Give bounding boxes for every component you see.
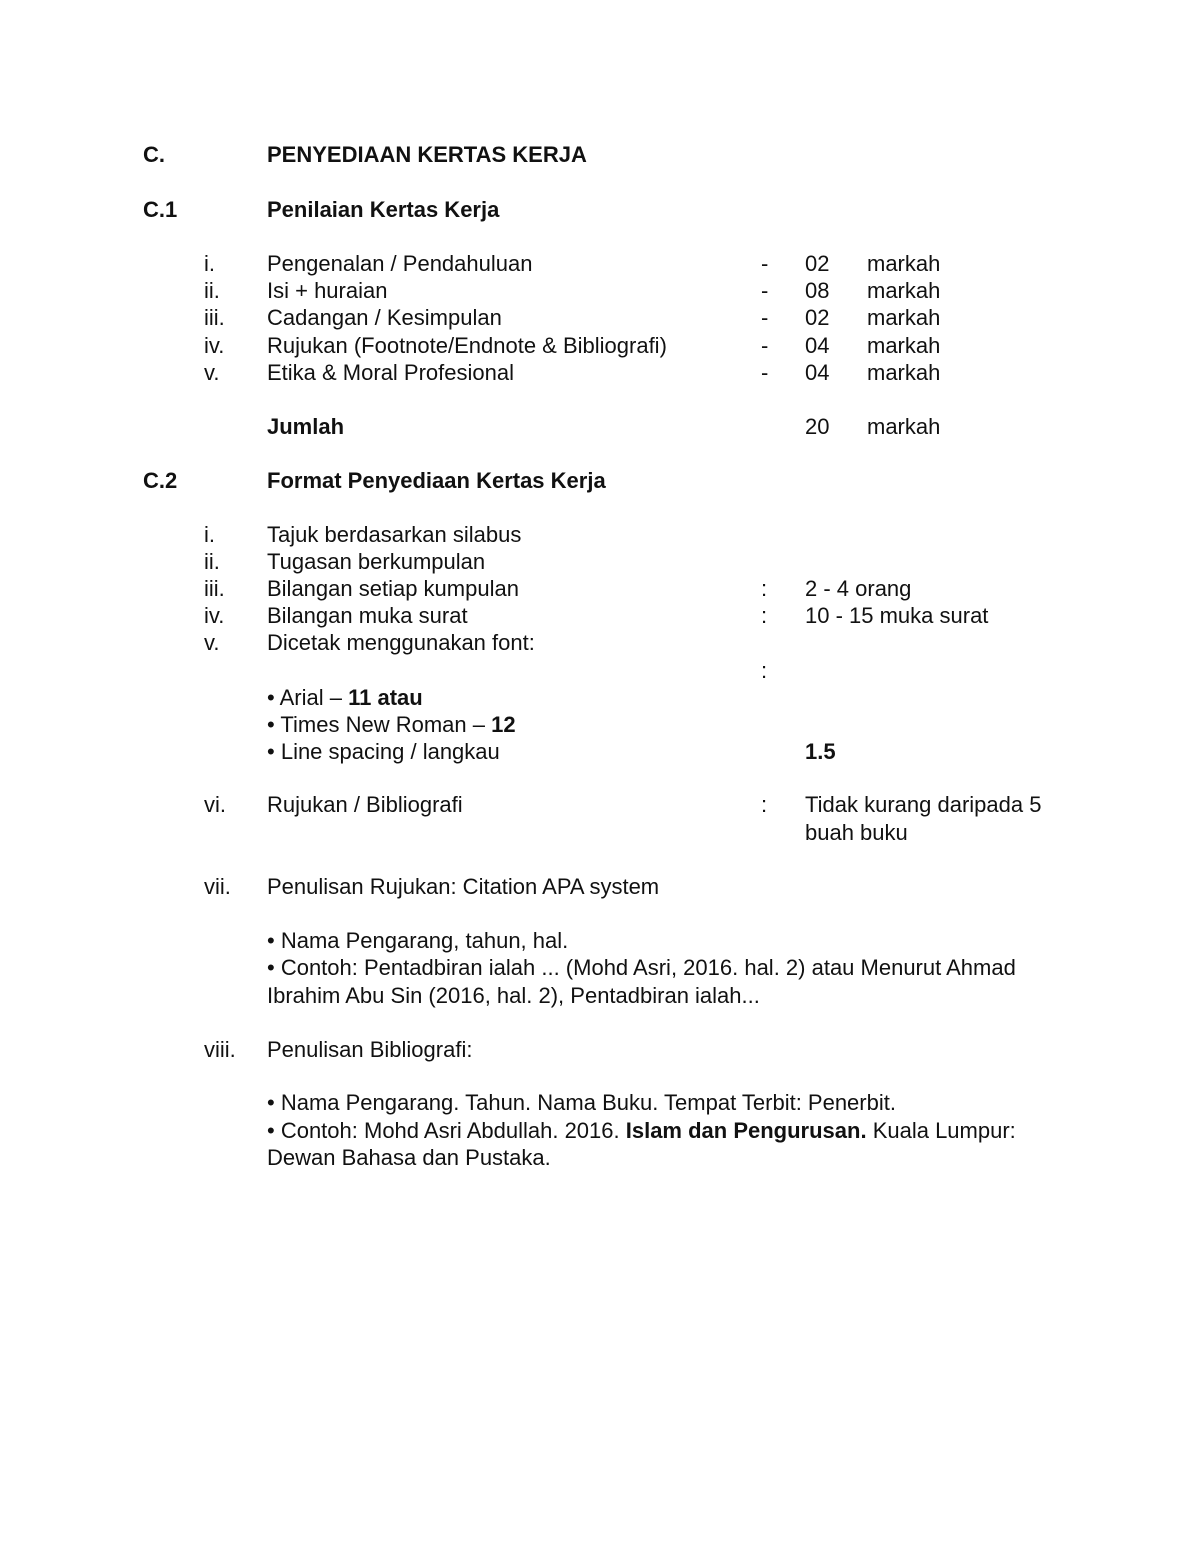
bullet: • bbox=[267, 712, 281, 737]
item-roman: vi. bbox=[204, 792, 226, 817]
section-number: C. bbox=[143, 142, 165, 167]
item-separator: : bbox=[761, 792, 768, 817]
item-text: Rujukan (Footnote/Endnote & Bibliografi) bbox=[267, 333, 667, 358]
bibliography-bullet bbox=[267, 1089, 896, 1117]
item-separator: - bbox=[761, 251, 769, 276]
item-separator: - bbox=[761, 305, 769, 330]
bullet-text: Line spacing / langkau bbox=[280, 739, 500, 764]
c1-number: C.1 bbox=[143, 197, 178, 222]
item-roman: iv. bbox=[204, 603, 225, 628]
item-score: 04 bbox=[805, 360, 830, 385]
c2-number: C.2 bbox=[143, 468, 178, 493]
item-text: Isi + huraian bbox=[267, 278, 388, 303]
bullet-text: Times New Roman – bbox=[280, 712, 492, 737]
bullet-size: 11 atau bbox=[348, 685, 423, 710]
total-score: 20 bbox=[805, 414, 830, 439]
item-roman: iv. bbox=[204, 333, 225, 358]
item-value: Tidak kurang daripada 5 bbox=[805, 792, 1042, 817]
citation-bullet bbox=[267, 927, 568, 955]
bullet: • bbox=[267, 685, 280, 710]
item-unit: markah bbox=[867, 251, 941, 276]
item-text: Tugasan berkumpulan bbox=[267, 549, 486, 574]
example-text: Kuala Lumpur: bbox=[866, 1118, 1016, 1143]
item-score: 02 bbox=[805, 251, 830, 276]
item-text: Tajuk berdasarkan silabus bbox=[267, 522, 522, 547]
line-spacing-value: 1.5 bbox=[805, 739, 836, 764]
book-title: Islam dan Pengurusan. bbox=[625, 1118, 867, 1143]
example-text: Pentadbiran ialah ... (Mohd Asri, 2016. hal. 2) atau Menurut Ahmad bbox=[364, 955, 1016, 980]
item-roman: i. bbox=[204, 522, 215, 547]
item-unit: markah bbox=[867, 305, 941, 330]
section-title: PENYEDIAAN KERTAS KERJA bbox=[267, 142, 587, 167]
example-text: Mohd Asri Abdullah. 2016. bbox=[364, 1118, 626, 1143]
item-roman: v. bbox=[204, 360, 220, 385]
bullet-text: Nama Pengarang, tahun, hal. bbox=[280, 928, 569, 953]
total-label: Jumlah bbox=[267, 414, 345, 439]
bibliography-example-continued: Dewan Bahasa dan Pustaka. bbox=[267, 1145, 551, 1170]
font-bullet bbox=[267, 738, 500, 766]
total-unit: markah bbox=[867, 414, 941, 439]
item-separator: : bbox=[761, 603, 768, 628]
item-value: 2 - 4 orang bbox=[805, 576, 912, 601]
bibliography-example bbox=[267, 1117, 1016, 1145]
item-value: 10 - 15 muka surat bbox=[805, 603, 989, 628]
item-unit: markah bbox=[867, 360, 941, 385]
item-separator: : bbox=[761, 658, 768, 683]
item-separator: - bbox=[761, 360, 769, 385]
citation-example-continued: Ibrahim Abu Sin (2016, hal. 2), Pentadbiran ialah... bbox=[267, 983, 760, 1008]
example-label: Contoh: bbox=[280, 1118, 364, 1143]
bullet: • bbox=[267, 1118, 281, 1143]
item-roman: ii. bbox=[204, 278, 220, 303]
item-unit: markah bbox=[867, 333, 941, 358]
item-text: Penulisan Bibliografi: bbox=[267, 1037, 473, 1062]
item-roman: iii. bbox=[204, 305, 225, 330]
item-separator: : bbox=[761, 576, 768, 601]
bullet: • bbox=[267, 1090, 281, 1115]
item-text: Rujukan / Bibliografi bbox=[267, 792, 463, 817]
bullet-text: Nama Pengarang. Tahun. Nama Buku. Tempat Terbit: Penerbit. bbox=[280, 1090, 896, 1115]
bullet-text: Arial – bbox=[279, 685, 349, 710]
font-bullet bbox=[267, 711, 516, 739]
c2-title: Format Penyediaan Kertas Kerja bbox=[267, 468, 606, 493]
item-separator: - bbox=[761, 333, 769, 358]
item-score: 04 bbox=[805, 333, 830, 358]
item-roman: v. bbox=[204, 630, 220, 655]
item-roman: vii. bbox=[204, 874, 231, 899]
item-text: Etika & Moral Profesional bbox=[267, 360, 514, 385]
bullet: • bbox=[267, 739, 281, 764]
item-text: Penulisan Rujukan: Citation APA system bbox=[267, 874, 660, 899]
item-unit: markah bbox=[867, 278, 941, 303]
item-text: Bilangan setiap kumpulan bbox=[267, 576, 519, 601]
bullet: • bbox=[267, 955, 281, 980]
item-text: Cadangan / Kesimpulan bbox=[267, 305, 502, 330]
item-score: 08 bbox=[805, 278, 830, 303]
item-roman: viii. bbox=[204, 1037, 236, 1062]
item-roman: i. bbox=[204, 251, 215, 276]
item-value-continued: buah buku bbox=[805, 820, 908, 845]
item-text: Dicetak menggunakan font: bbox=[267, 630, 535, 655]
example-label: Contoh: bbox=[280, 955, 364, 980]
item-separator: - bbox=[761, 278, 769, 303]
bullet: • bbox=[267, 928, 281, 953]
item-score: 02 bbox=[805, 305, 830, 330]
item-roman: iii. bbox=[204, 576, 225, 601]
item-roman: ii. bbox=[204, 549, 220, 574]
font-bullet bbox=[267, 684, 423, 712]
item-text: Bilangan muka surat bbox=[267, 603, 468, 628]
c1-title: Penilaian Kertas Kerja bbox=[267, 197, 500, 222]
citation-example bbox=[267, 954, 1016, 982]
item-text: Pengenalan / Pendahuluan bbox=[267, 251, 533, 276]
bullet-size: 12 bbox=[491, 712, 516, 737]
